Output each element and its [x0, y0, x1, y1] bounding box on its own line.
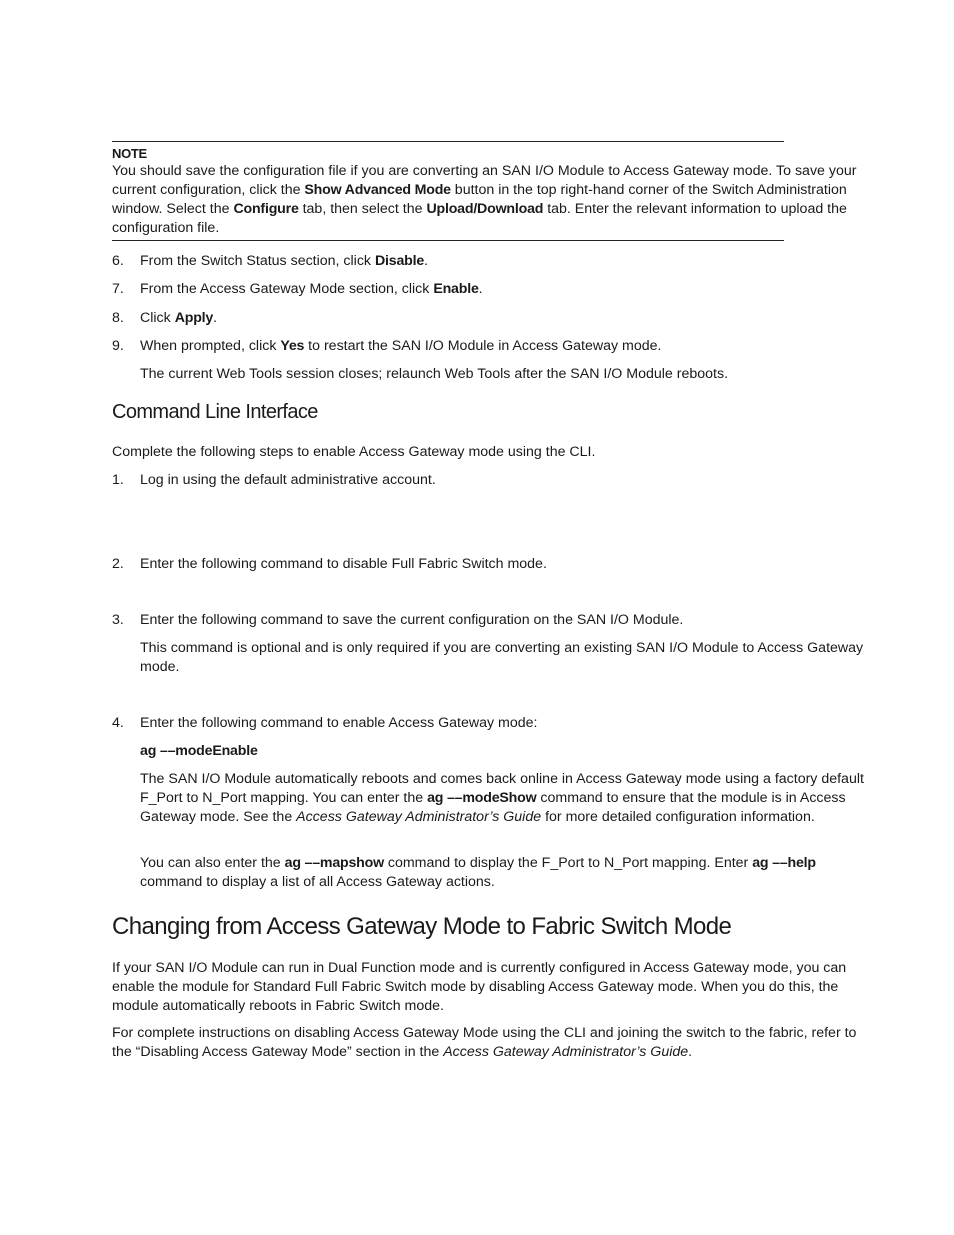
- guide-title: Access Gateway Administrator’s Guide: [296, 809, 542, 825]
- changing-heading: Changing from Access Gateway Mode to Fabric Switch Mode: [112, 913, 732, 940]
- apply-ref: Apply: [174, 310, 214, 326]
- step-6: 6. From the Switch Status section, click Disable.: [112, 253, 428, 269]
- cli-intro: Complete the following steps to enable Access Gateway mode using the CLI.: [112, 444, 596, 460]
- mapshow-command: ag ––mapshow: [284, 855, 384, 871]
- note-block: [112, 145, 872, 238]
- show-advanced-mode-ref: Show Advanced Mode: [304, 182, 451, 198]
- cli-step-1: 1. Log in using the default administrative account.: [112, 472, 436, 488]
- help-command: ag ––help: [752, 855, 816, 871]
- mode-enable-command: ag ––modeEnable: [140, 743, 258, 759]
- step-9: 9. When prompted, click Yes to restart the SAN I/O Module in Access Gateway mode.: [112, 338, 662, 354]
- enable-ref: Enable: [433, 281, 479, 297]
- cli-step-3-note: This command is optional and is only required if you are converting an existing SAN I/O Module to Access Gateway mode.: [140, 640, 864, 675]
- note-text: You should save the configuration file if you are converting an SAN I/O Module to Access Gateway mode. To save your current configuration, click the Show Advanced Mode button in the top right-hand corner of the Switch Administration window. Select the Configure tab, then select the Upload/Download tab. Enter the relevant information to upload the configuration file.: [112, 163, 857, 236]
- note-label: NOTE: [112, 146, 147, 161]
- guide-title-2: Access Gateway Administrator’s Guide: [443, 1044, 689, 1060]
- cli-heading: Command Line Interface: [112, 401, 318, 423]
- cli-step-2: 2. Enter the following command to disable Full Fabric Switch mode.: [112, 556, 547, 572]
- changing-paragraph-2: For complete instructions on disabling Access Gateway Mode using the CLI and joining the switch to the fabric, refer to the “Disabling Access Gateway Mode” section in the Access Gateway Administrator’s Guide.: [112, 1025, 857, 1060]
- web-followup: The current Web Tools session closes; relaunch Web Tools after the SAN I/O Module reboots.: [140, 366, 729, 382]
- yes-ref: Yes: [280, 338, 305, 354]
- configure-tab-ref: Configure: [233, 201, 299, 217]
- cli-reboot-paragraph: The SAN I/O Module automatically reboots and comes back online in Access Gateway mode using a factory default F_Port to N_Port mapping. You can enter the ag ––modeShow command to ensure that the module is in Access Gateway mode. See the Access Gateway Administrator’s Guide for more detailed configuration information.: [140, 771, 864, 825]
- step-7: 7. From the Access Gateway Mode section, click Enable.: [112, 281, 483, 297]
- cli-step-4: 4. Enter the following command to enable Access Gateway mode:: [112, 715, 538, 731]
- upload-download-tab-ref: Upload/Download: [426, 201, 544, 217]
- disable-ref: Disable: [374, 253, 425, 269]
- changing-paragraph-1: If your SAN I/O Module can run in Dual Function mode and is currently configured in Access Gateway mode, you can enable the module for Standard Full Fabric Switch mode by disabling Access Gateway mode. When you do this, the module automatically reboots in Fabric Switch mode.: [112, 960, 847, 1014]
- cli-step-3: 3. Enter the following command to save the current configuration on the SAN I/O Module.: [112, 612, 684, 628]
- cli-mapshow-paragraph: You can also enter the ag ––mapshow command to display the F_Port to N_Port mapping. Enter ag ––help command to display a list of all Access Gateway actions.: [140, 855, 816, 890]
- mode-show-command: ag ––modeShow: [427, 790, 537, 806]
- note-top-rule: [112, 141, 784, 142]
- note-bottom-rule: [112, 240, 784, 241]
- step-8: 8. Click Apply.: [112, 310, 218, 326]
